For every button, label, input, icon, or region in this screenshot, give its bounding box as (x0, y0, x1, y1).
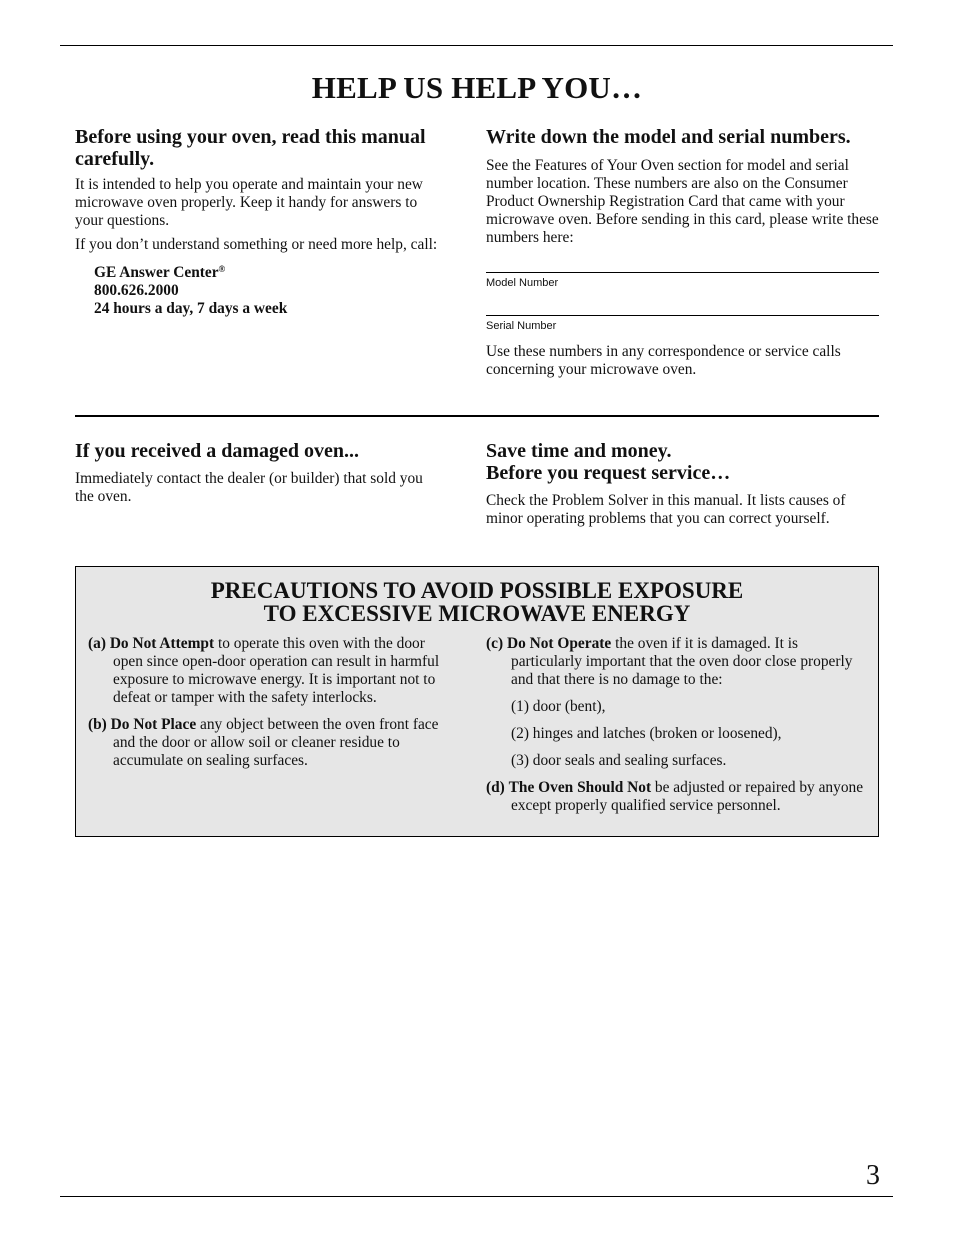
precaution-a-lead: Do Not Attempt (109, 635, 215, 652)
damaged-paragraph: Immediately contact the dealer (or builder) that sold you the oven. (75, 470, 423, 505)
registered-mark: ® (218, 264, 226, 274)
precautions-title-line1: PRECAUTIONS TO AVOID POSSIBLE EXPOSURE (210, 578, 744, 603)
answer-center-name: GE Answer Center (94, 264, 219, 281)
write-down-section (486, 126, 879, 247)
before-using-heading: Before using your oven, read this manual carefully. (75, 126, 426, 170)
before-using-paragraph: It is intended to help you operate and maintain your new microwave oven properly. Keep it handy for answers to your questions. (75, 176, 423, 229)
save-time-heading-line1: Save time and money. (486, 440, 672, 462)
answer-center-phone: 800.626.2000 (94, 282, 179, 299)
page-title: HELP US HELP YOU… (311, 70, 643, 105)
model-number-label: Model Number (486, 277, 559, 289)
precautions-box (75, 566, 879, 837)
top-rule (60, 45, 893, 46)
precaution-b-text: any object between the oven front face and the door or allow soil or cleaner residue to accumulate on sealing surfaces. (113, 716, 439, 769)
answer-center-hours: 24 hours a day, 7 days a week (94, 300, 288, 317)
serial-number-line[interactable] (486, 315, 879, 316)
bottom-rule (60, 1196, 893, 1197)
precaution-c-text: the oven if it is damaged. It is particularly important that the oven door close properly and that there is no damage to the: (511, 635, 853, 688)
precaution-b-tag: (b) (88, 716, 107, 733)
precaution-b-lead: Do Not Place (110, 716, 197, 733)
damage-item-door: (1) door (bent), (511, 698, 606, 715)
damaged-heading: If you received a damaged oven... (75, 440, 360, 462)
need-help-paragraph: If you don’t understand something or need more help, call: (75, 236, 438, 253)
precaution-b (88, 716, 450, 770)
precaution-c-tag: (c) (486, 635, 504, 652)
precautions-left-column (88, 635, 450, 779)
precaution-d (486, 779, 871, 815)
precautions-right-column (486, 635, 871, 824)
section-divider (75, 415, 879, 417)
damage-item-hinges: (2) hinges and latches (broken or loosened), (511, 725, 782, 742)
precaution-a-text: to operate this oven with the door open since open-door operation can result in harmful exposure to microwave energy. It is important not to defeat or tamper with the safety interlocks. (113, 635, 440, 706)
answer-center-contact (94, 260, 440, 318)
precautions-title (76, 579, 878, 625)
save-time-paragraph: Check the Problem Solver in this manual. It lists causes of minor operating problems that you can correct yourself. (486, 492, 846, 527)
precaution-d-text: be adjusted or repaired by anyone except properly qualified service personnel. (511, 779, 864, 814)
model-number-line[interactable] (486, 272, 879, 273)
save-time-heading-line2: Before you request service… (486, 462, 731, 484)
precaution-c-lead: Do Not Operate (506, 635, 612, 652)
precaution-d-tag: (d) (486, 779, 505, 796)
serial-number-label: Serial Number (486, 320, 557, 332)
damage-item-seals: (3) door seals and sealing surfaces. (511, 752, 727, 769)
page-number: 3 (866, 1160, 880, 1191)
before-using-section (75, 126, 440, 318)
precaution-a-tag: (a) (88, 635, 106, 652)
use-numbers-paragraph: Use these numbers in any correspondence or service calls concerning your microwave oven. (486, 343, 841, 378)
precaution-c (486, 635, 871, 689)
damaged-section (75, 440, 440, 506)
precaution-d-lead: The Oven Should Not (508, 779, 652, 796)
write-down-paragraph: See the Features of Your Oven section for model and serial number location. These numbers are also on the Consumer Product Ownership Registration Card that came with your microwave oven. Before sending in this card, please write these numbers here: (486, 157, 879, 246)
write-down-heading: Write down the model and serial numbers. (486, 126, 851, 148)
precaution-a (88, 635, 450, 707)
save-time-section (486, 440, 879, 528)
precautions-title-line2: TO EXCESSIVE MICROWAVE ENERGY (263, 601, 691, 626)
